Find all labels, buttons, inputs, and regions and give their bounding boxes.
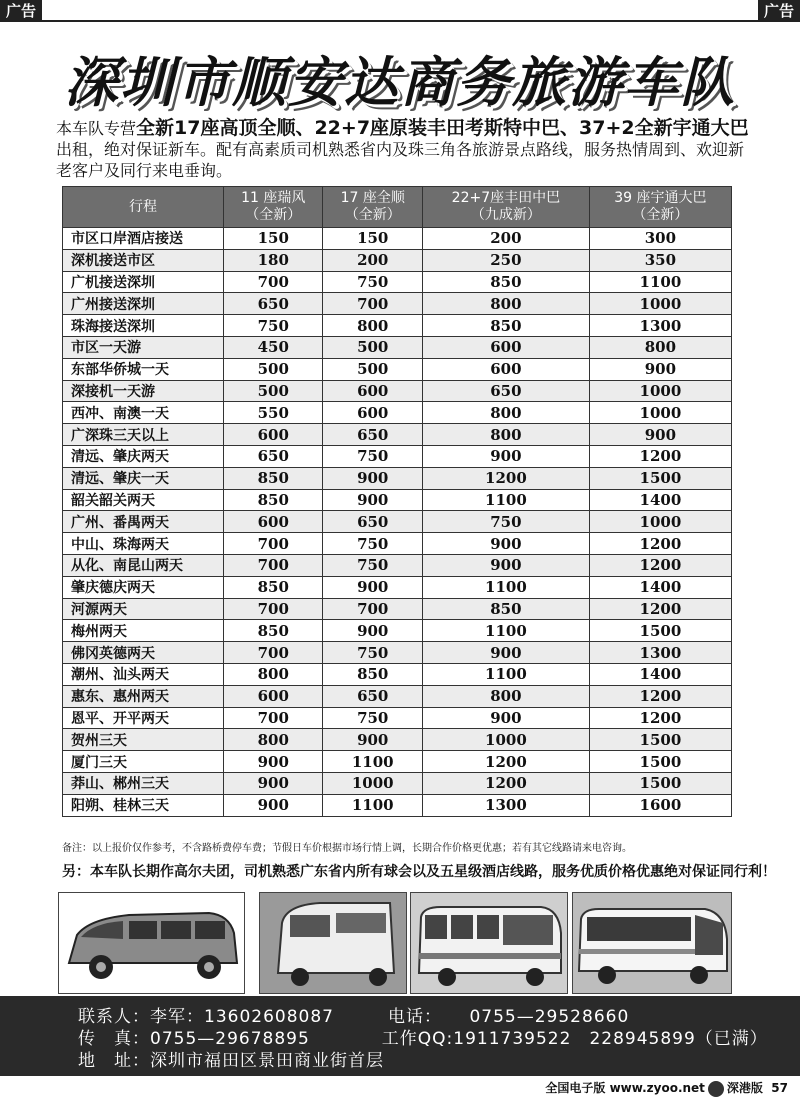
price-cell: 1500: [589, 467, 731, 489]
price-cell: 750: [323, 533, 422, 555]
table-row: [63, 576, 732, 598]
price-cell: 900: [323, 576, 422, 598]
price-cell: 500: [323, 358, 422, 380]
price-table: [62, 186, 732, 817]
price-cell: 900: [224, 772, 323, 794]
price-cell: 900: [323, 489, 422, 511]
price-cell: 1100: [422, 663, 589, 685]
table-row: [63, 685, 732, 707]
price-cell: 850: [224, 576, 323, 598]
price-cell: 1200: [589, 554, 731, 576]
price-cell: 900: [589, 424, 731, 446]
price-cell: 650: [224, 445, 323, 467]
route-cell: 西冲、南澳一天: [63, 402, 224, 424]
price-cell: 500: [224, 358, 323, 380]
price-cell: 1000: [589, 402, 731, 424]
coaster-bus-photo: [410, 892, 568, 994]
table-row: [63, 489, 732, 511]
price-cell: 1300: [589, 642, 731, 664]
price-cell: 180: [224, 249, 323, 271]
table-row: [63, 228, 732, 250]
route-cell: 潮州、汕头两天: [63, 663, 224, 685]
price-cell: 800: [422, 293, 589, 315]
table-row: [63, 315, 732, 337]
price-cell: 750: [323, 554, 422, 576]
price-cell: 600: [422, 358, 589, 380]
price-cell: 800: [422, 424, 589, 446]
route-cell: 清远、肇庆两天: [63, 445, 224, 467]
price-cell: 850: [224, 489, 323, 511]
table-row: [63, 642, 732, 664]
price-cell: 550: [224, 402, 323, 424]
table-row: [63, 533, 732, 555]
price-cell: 650: [224, 293, 323, 315]
price-cell: 1100: [422, 489, 589, 511]
route-cell: 佛冈英德两天: [63, 642, 224, 664]
price-cell: 350: [589, 249, 731, 271]
table-row: [63, 751, 732, 773]
table-row: [63, 511, 732, 533]
route-cell: 肇庆德庆两天: [63, 576, 224, 598]
price-cell: 800: [224, 729, 323, 751]
table-row: [63, 249, 732, 271]
table-row: [63, 424, 732, 446]
table-row: [63, 794, 732, 816]
price-cell: 900: [422, 642, 589, 664]
header-route: 行程: [63, 187, 224, 228]
top-divider: [0, 20, 800, 22]
price-cell: 900: [323, 729, 422, 751]
publisher-logo-icon: [708, 1081, 724, 1097]
table-row: [63, 729, 732, 751]
minivan-photo: [58, 892, 245, 994]
table-row: [63, 358, 732, 380]
price-cell: 600: [422, 336, 589, 358]
contact-phone: 联系人：李军：13602608087 电话： 0755—29528660: [78, 1007, 630, 1027]
price-cell: 1200: [589, 685, 731, 707]
price-cell: 800: [224, 663, 323, 685]
price-cell: 150: [323, 228, 422, 250]
table-row: [63, 271, 732, 293]
route-cell: 阳朔、桂林三天: [63, 794, 224, 816]
table-row: [63, 445, 732, 467]
price-cell: 850: [422, 271, 589, 293]
price-cell: 1500: [589, 772, 731, 794]
price-cell: 1400: [589, 663, 731, 685]
price-cell: 600: [224, 424, 323, 446]
price-cell: 900: [422, 554, 589, 576]
ad-tag-right: 广告: [758, 0, 800, 22]
price-cell: 1100: [323, 751, 422, 773]
route-cell: 深机接送市区: [63, 249, 224, 271]
header-17-seat: 17 座全顺 （全新）: [323, 187, 422, 228]
golf-notice: 另：本车队长期作高尔夫团，司机熟悉广东省内所有球会以及五星级酒店线路，服务优质价格优惠绝对保证同行利！: [62, 864, 776, 880]
route-cell: 珠海接送深圳: [63, 315, 224, 337]
price-cell: 850: [224, 467, 323, 489]
price-cell: 1300: [589, 315, 731, 337]
price-cell: 200: [422, 228, 589, 250]
intro-text-2: 出租，绝对保证新车。配有高素质司机熟悉省内及珠三角各旅游景点路线，服务热情周到、欢迎新老客户及同行来电垂询。: [56, 140, 745, 180]
table-row: [63, 772, 732, 794]
route-cell: 广机接送深圳: [63, 271, 224, 293]
price-cell: 900: [422, 533, 589, 555]
price-cell: 850: [224, 620, 323, 642]
price-cell: 150: [224, 228, 323, 250]
contact-address: 地 址：深圳市福田区景田商业街首层: [78, 1051, 384, 1071]
table-row: [63, 402, 732, 424]
price-cell: 1000: [589, 511, 731, 533]
price-cell: 700: [224, 554, 323, 576]
price-cell: 800: [323, 315, 422, 337]
page-title: 深圳市顺安达商务旅游车队: [64, 51, 736, 114]
route-cell: 中山、珠海两天: [63, 533, 224, 555]
route-cell: 韶关韶关两天: [63, 489, 224, 511]
price-cell: 750: [323, 271, 422, 293]
table-body: [63, 228, 732, 817]
price-cell: 850: [422, 315, 589, 337]
price-cell: 650: [323, 511, 422, 533]
price-cell: 1600: [589, 794, 731, 816]
contact-bar: [0, 996, 800, 1076]
route-cell: 惠东、惠州两天: [63, 685, 224, 707]
price-cell: 1200: [589, 598, 731, 620]
table-row: [63, 467, 732, 489]
price-cell: 800: [422, 402, 589, 424]
route-cell: 广州接送深圳: [63, 293, 224, 315]
price-cell: 750: [224, 315, 323, 337]
price-cell: 1000: [323, 772, 422, 794]
price-cell: 500: [224, 380, 323, 402]
route-cell: 广州、番禺两天: [63, 511, 224, 533]
route-cell: 莽山、郴州三天: [63, 772, 224, 794]
price-cell: 1200: [422, 751, 589, 773]
price-cell: 700: [224, 642, 323, 664]
route-cell: 河源两天: [63, 598, 224, 620]
price-cell: 650: [323, 685, 422, 707]
table-row: [63, 380, 732, 402]
price-cell: 250: [422, 249, 589, 271]
price-cell: 1000: [589, 380, 731, 402]
route-cell: 贺州三天: [63, 729, 224, 751]
price-cell: 650: [323, 424, 422, 446]
price-cell: 1500: [589, 729, 731, 751]
route-cell: 广深珠三天以上: [63, 424, 224, 446]
intro-text-1: 本车队专营: [56, 119, 137, 138]
route-cell: 厦门三天: [63, 751, 224, 773]
price-cell: 900: [323, 467, 422, 489]
table-row: [63, 293, 732, 315]
price-cell: 1200: [589, 707, 731, 729]
intro-paragraph: [56, 118, 756, 181]
price-cell: 600: [224, 685, 323, 707]
price-cell: 1100: [422, 576, 589, 598]
price-cell: 1300: [422, 794, 589, 816]
price-cell: 900: [224, 751, 323, 773]
price-cell: 750: [422, 511, 589, 533]
price-cell: 200: [323, 249, 422, 271]
price-cell: 850: [323, 663, 422, 685]
price-cell: 1500: [589, 751, 731, 773]
price-cell: 1200: [422, 467, 589, 489]
price-cell: 700: [224, 533, 323, 555]
table-row: [63, 620, 732, 642]
table-row: [63, 663, 732, 685]
ad-tag-left: 广告: [0, 0, 42, 22]
price-cell: 750: [323, 445, 422, 467]
route-cell: 市区一天游: [63, 336, 224, 358]
table-row: [63, 707, 732, 729]
remark-note: 备注：以上报价仅作参考，不含路桥费停车费；节假日车价根据市场行情上调，长期合作价格更优惠；若有其它线路请来电咨询。: [62, 843, 632, 854]
price-cell: 300: [589, 228, 731, 250]
coach-bus-photo: [572, 892, 732, 994]
price-cell: 1400: [589, 576, 731, 598]
price-cell: 900: [224, 794, 323, 816]
price-cell: 1500: [589, 620, 731, 642]
price-cell: 1000: [422, 729, 589, 751]
contact-fax-qq: 传 真：0755—29678895 工作QQ:1911739522 228945899（已满）: [78, 1029, 768, 1049]
page-number: 57: [771, 1081, 788, 1095]
price-cell: 900: [323, 620, 422, 642]
price-cell: 1200: [589, 445, 731, 467]
price-cell: 1100: [422, 620, 589, 642]
table-row: [63, 336, 732, 358]
header-11-seat: 11 座瑞风 （全新）: [224, 187, 323, 228]
price-cell: 850: [422, 598, 589, 620]
price-cell: 600: [323, 402, 422, 424]
route-cell: 市区口岸酒店接送: [63, 228, 224, 250]
table-header-row: [63, 187, 732, 228]
price-cell: 700: [224, 598, 323, 620]
price-cell: 750: [323, 642, 422, 664]
table-row: [63, 554, 732, 576]
header-22-seat: 22+7座丰田中巴 （九成新）: [422, 187, 589, 228]
price-cell: 750: [323, 707, 422, 729]
route-cell: 深接机一天游: [63, 380, 224, 402]
footer-edition: 深港版: [726, 1081, 763, 1095]
price-cell: 700: [323, 598, 422, 620]
price-cell: 900: [589, 358, 731, 380]
price-cell: 900: [422, 707, 589, 729]
route-cell: 从化、南昆山两天: [63, 554, 224, 576]
price-cell: 700: [323, 293, 422, 315]
price-cell: 700: [224, 707, 323, 729]
footer-site: 全国电子版 www.zyoo.net: [545, 1081, 705, 1095]
price-cell: 800: [589, 336, 731, 358]
price-cell: 650: [422, 380, 589, 402]
price-cell: 1200: [589, 533, 731, 555]
price-cell: 1100: [589, 271, 731, 293]
header-39-seat: 39 座宇通大巴 （全新）: [589, 187, 731, 228]
price-cell: 1100: [323, 794, 422, 816]
transit-van-photo: [259, 892, 407, 994]
price-cell: 600: [323, 380, 422, 402]
price-cell: 500: [323, 336, 422, 358]
price-cell: 450: [224, 336, 323, 358]
price-cell: 900: [422, 445, 589, 467]
price-cell: 800: [422, 685, 589, 707]
page-footer: [500, 1079, 800, 1097]
route-cell: 梅州两天: [63, 620, 224, 642]
intro-text-bold: 全新17座高顶全顺、22+7座原装丰田考斯特中巴、37+2全新宇通大巴: [136, 117, 749, 139]
price-cell: 700: [224, 271, 323, 293]
price-cell: 1000: [589, 293, 731, 315]
price-cell: 600: [224, 511, 323, 533]
table-row: [63, 598, 732, 620]
price-cell: 1200: [422, 772, 589, 794]
route-cell: 东部华侨城一天: [63, 358, 224, 380]
route-cell: 清远、肇庆一天: [63, 467, 224, 489]
price-cell: 1400: [589, 489, 731, 511]
route-cell: 恩平、开平两天: [63, 707, 224, 729]
